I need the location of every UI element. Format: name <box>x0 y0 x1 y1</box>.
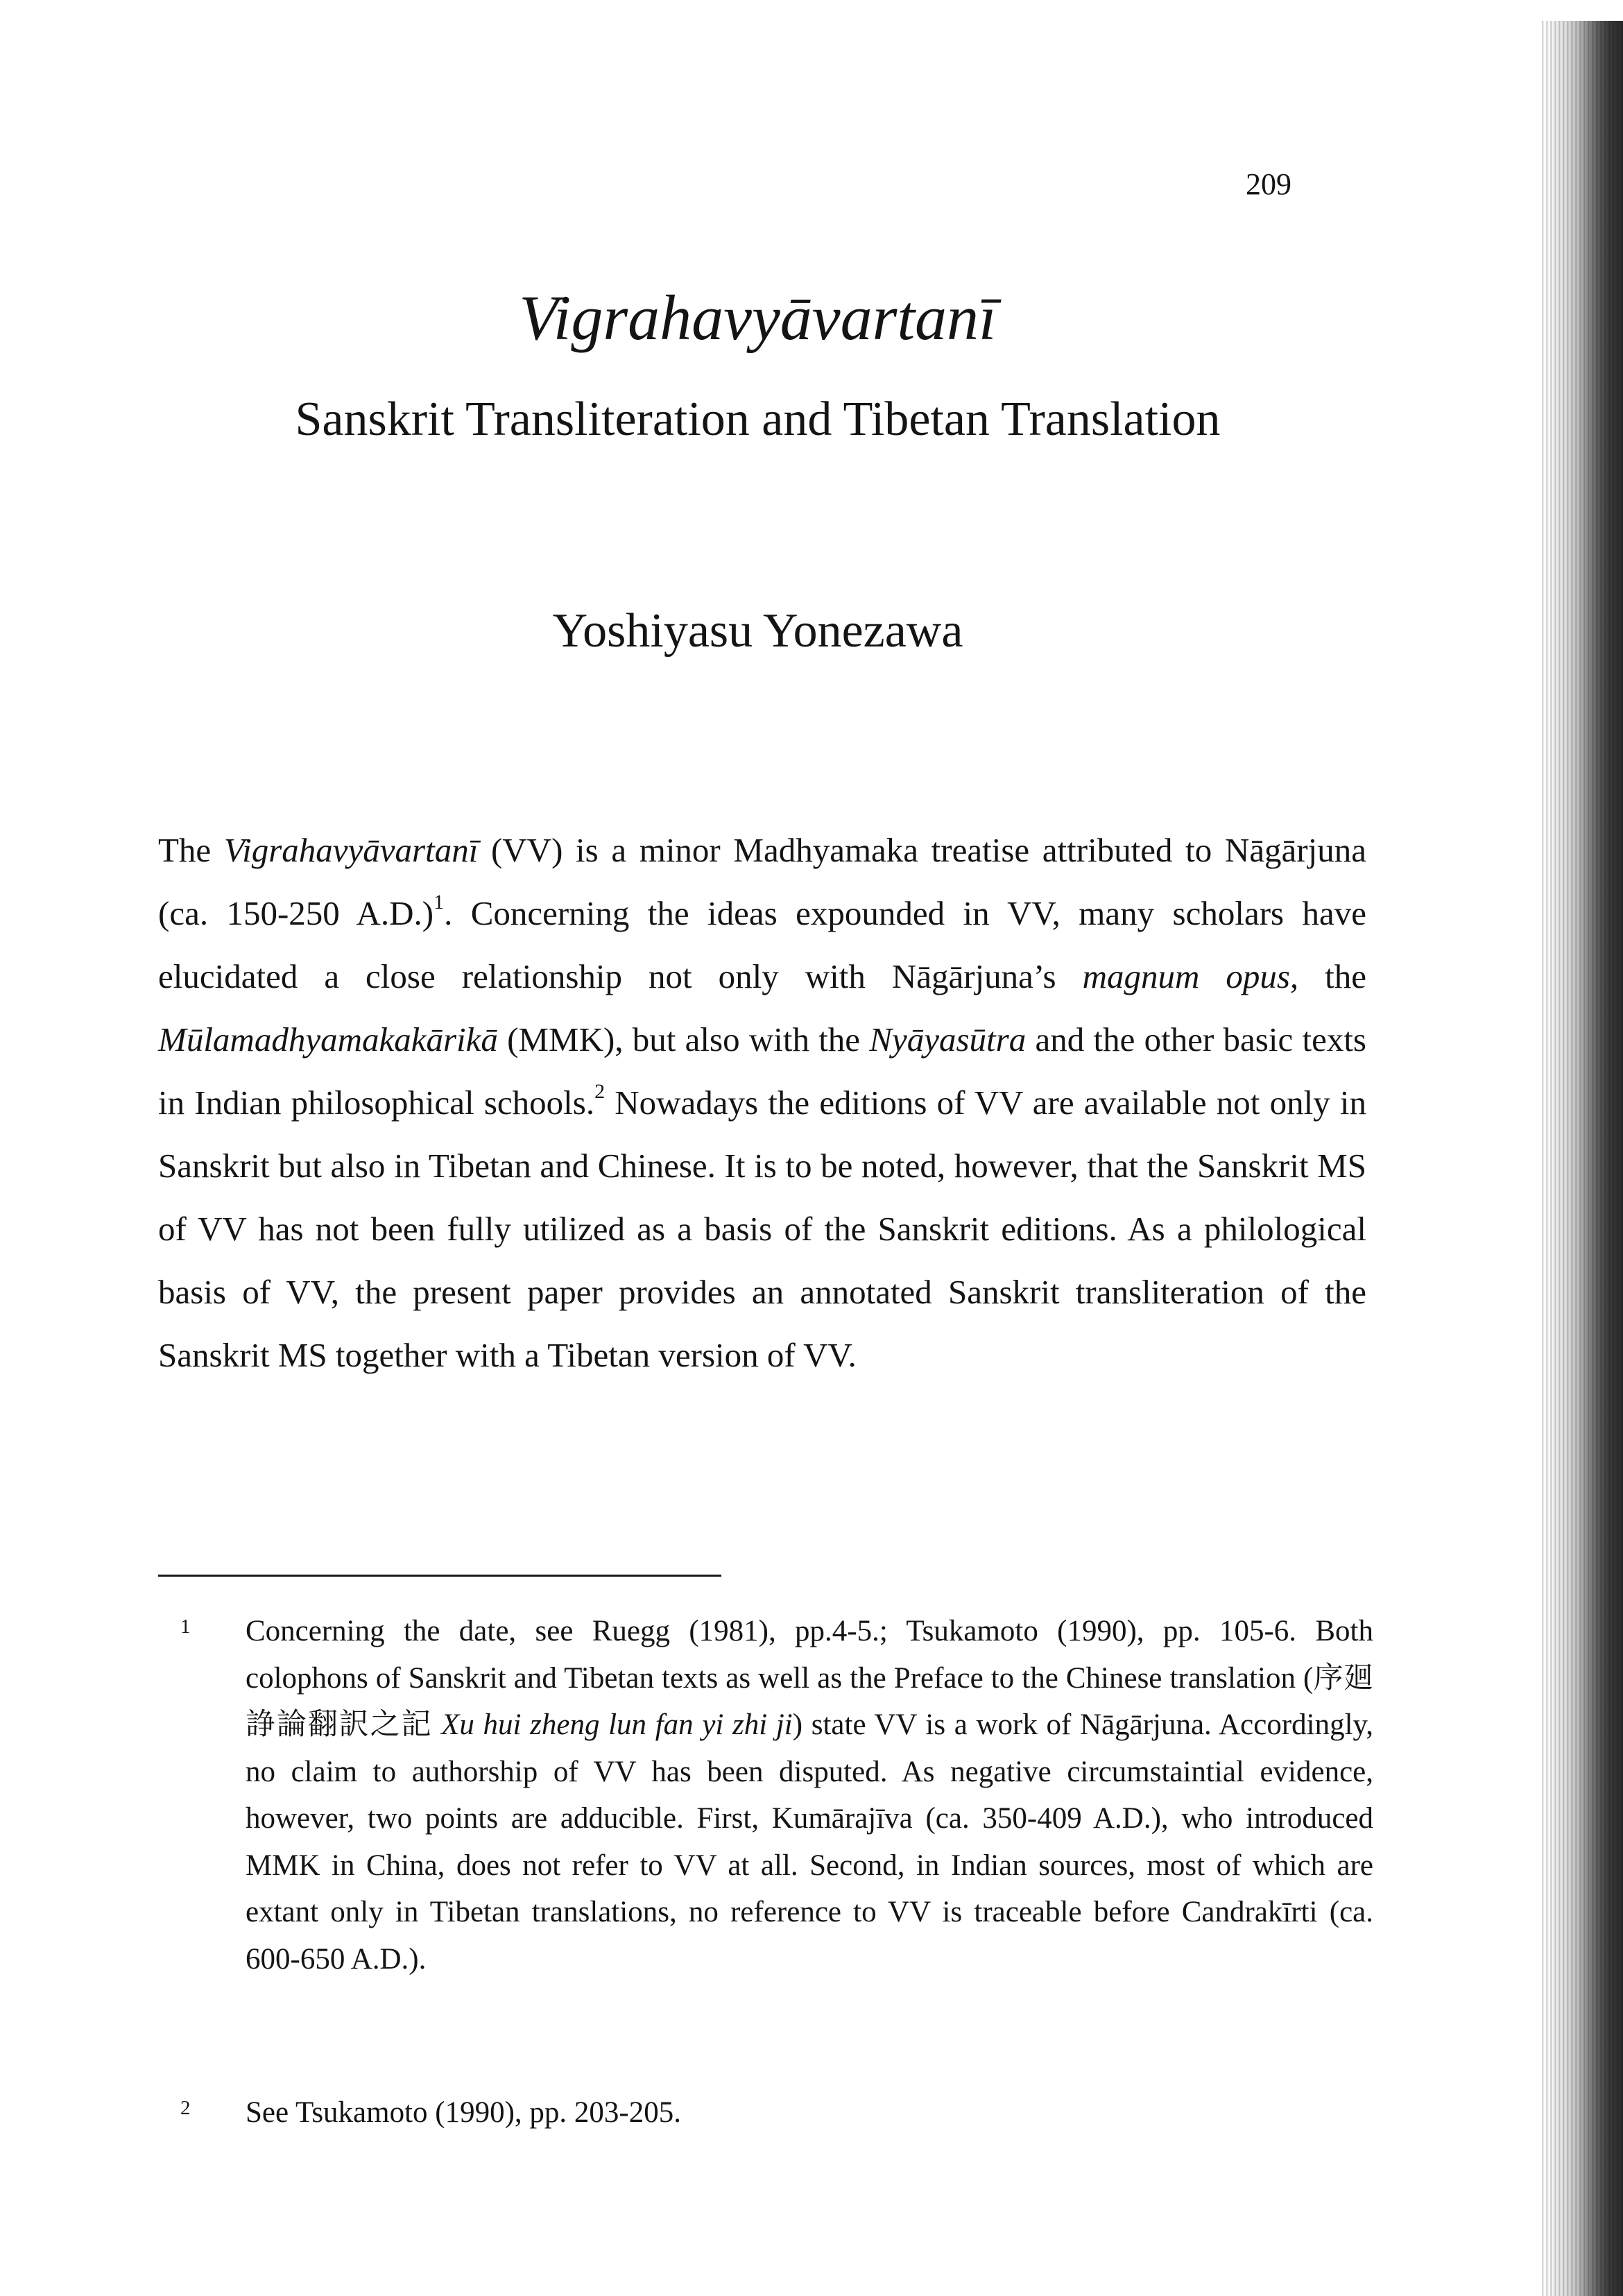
footnote-1-text <box>246 1608 1373 1982</box>
body-text-1: The <box>158 831 224 869</box>
page-number: 209 <box>1246 167 1291 201</box>
footnote-divider <box>158 1575 721 1577</box>
footnote-2 <box>158 2089 1373 2136</box>
footnote-1-text-b: ) state VV is a work of Nāgārjuna. Accordingly, no claim to authorship of VV has been disputed. As negative circumstaintial evidence, however, two points are adducible. First, Kumārajīva (ca. 350-409 A.D.), who introduced MMK in China, does not refer to VV at all. Second, in Indian sources, most of which are extant only in Tibetan translations, no reference to VV is traceable before Candrakīrti (ca. 600-650 A.D.). <box>246 1708 1373 1976</box>
footnote-1-italic: Xu hui zheng lun fan yi zhi ji <box>441 1708 793 1741</box>
footnote-ref-2: 2 <box>594 1079 606 1103</box>
footnote-1-text-a: Concerning the date, see Ruegg (1981), pp.4-5.; Tsukamoto (1990), pp. 105-6. Both colophons of Sanskrit and Tibetan texts as well as the Preface to the Chinese translation (序廻諍論翻訳之記 <box>246 1615 1373 1741</box>
body-text-4: the <box>1298 957 1366 995</box>
body-text-7: Nowadays the editions of VV are available not only in Sanskrit but also in Tibetan and Chinese. It is to be noted, however, that the Sanskrit MS of VV has not been fully utilized as a basis of the Sanskrit editions. As a philological basis of VV, the present paper provides an annotated Sanskrit transliteration of the Sanskrit MS together with a Tibetan version of VV. <box>158 1083 1366 1374</box>
footnote-2-text: See Tsukamoto (1990), pp. 203-205. <box>246 2096 681 2129</box>
author-name: Yoshiyasu Yonezawa <box>552 604 963 658</box>
paper-title: Vigrahavyāvartanī <box>519 282 997 353</box>
body-text-6: and the other basic texts in Indian philosophical schools. <box>158 1020 1367 1122</box>
body-italic-magnum: magnum opus, <box>1082 957 1299 995</box>
body-italic-mmk: Mūlamadhyamakakārikā <box>158 1020 498 1059</box>
body-italic-vv: Vigrahavyāvartanī <box>223 831 479 869</box>
footnote-ref-1: 1 <box>433 890 445 914</box>
footnote-2-mark: 2 <box>180 2097 191 2119</box>
paper-subtitle: Sanskrit Transliteration and Tibetan Translation <box>295 393 1221 446</box>
body-text-2: (VV) is a minor Madhyamaka treatise attributed to Nāgārjuna (ca. 150-250 A.D.) <box>158 831 1366 932</box>
body-italic-nyaya: Nyāyasūtra <box>869 1020 1027 1059</box>
body-text-5: (MMK), but also with the <box>497 1020 870 1059</box>
footnote-1-mark: 1 <box>180 1616 191 1638</box>
body-paragraph <box>158 819 1366 1387</box>
body-text-3: . Concerning the ideas expounded in VV, many scholars have elucidated a close relationship not only with Nāgārjuna’s <box>158 894 1366 995</box>
footnote-1 <box>158 1608 1373 1982</box>
scan-binding-edge <box>1540 21 1623 2296</box>
